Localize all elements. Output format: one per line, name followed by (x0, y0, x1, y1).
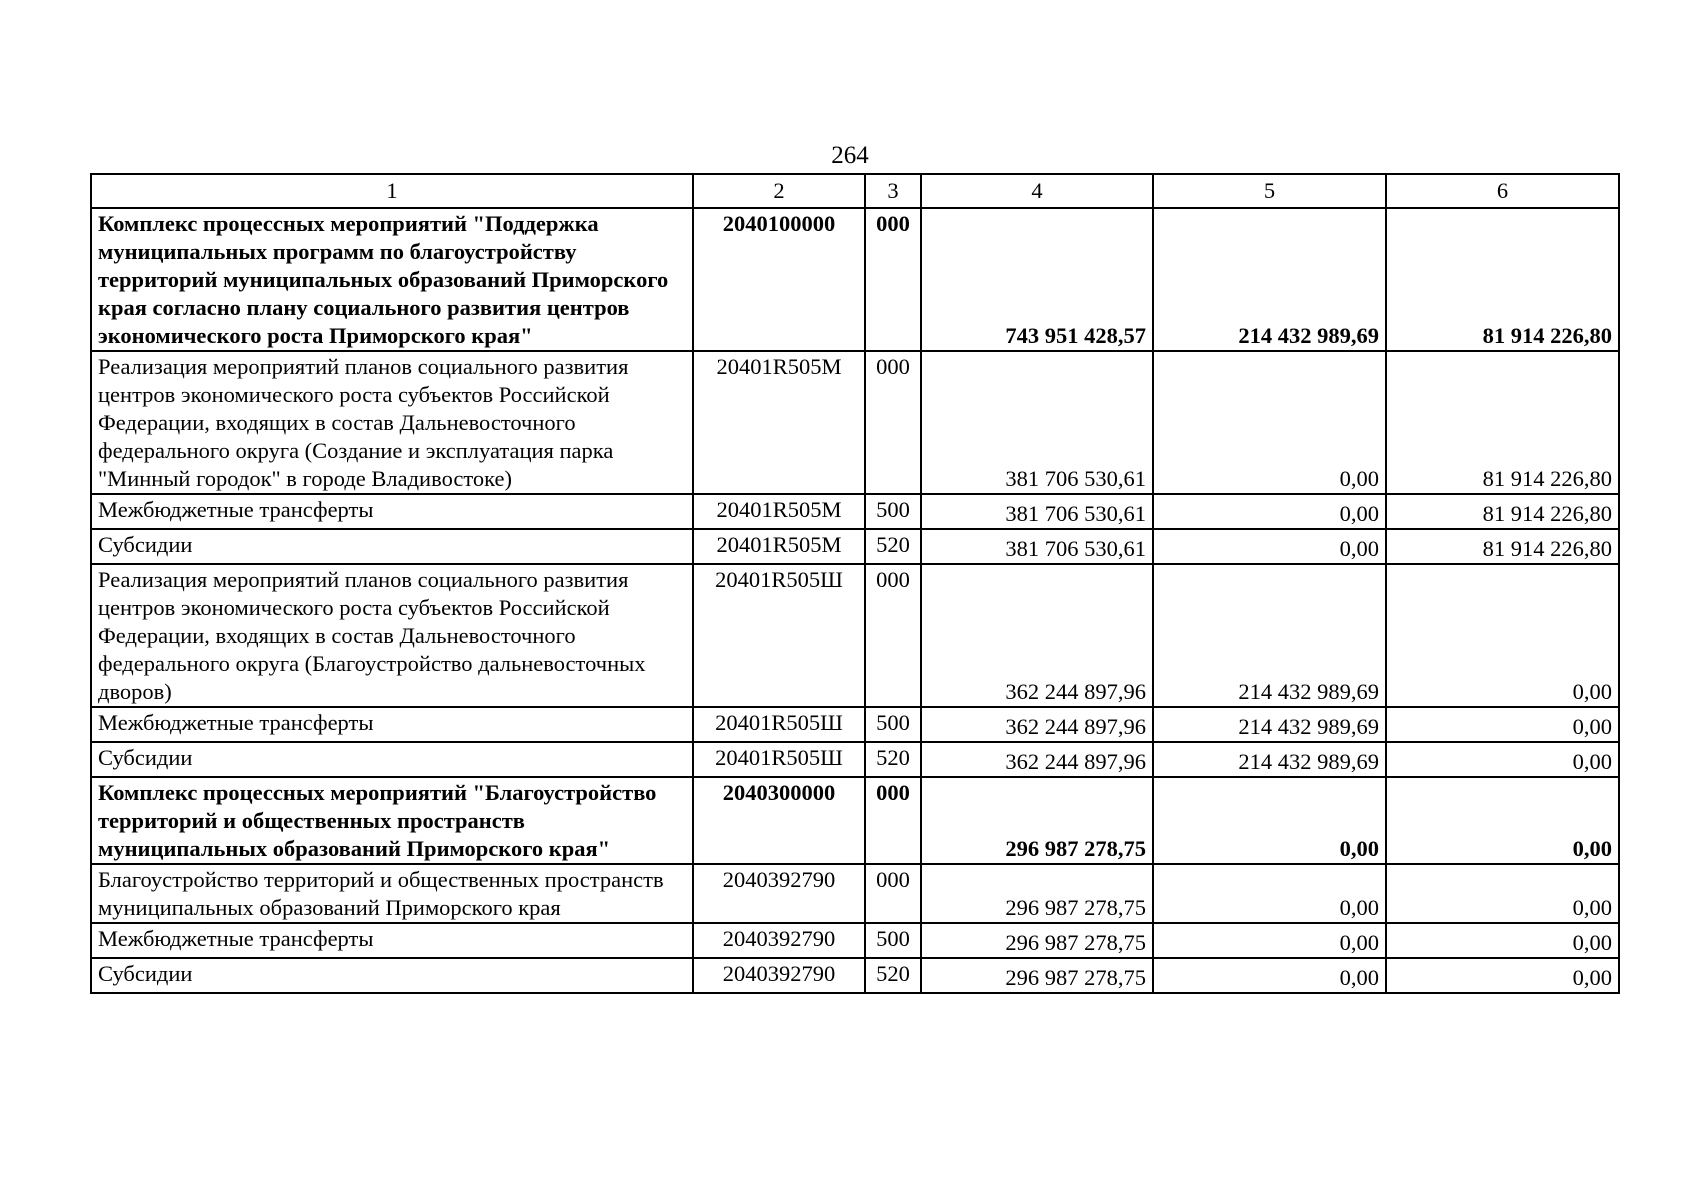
page-number: 264 (831, 142, 869, 169)
row-name: Межбюджетные трансферты (91, 494, 693, 529)
row-value-4: 362 244 897,96 (921, 564, 1153, 707)
budget-table (90, 173, 1620, 994)
row-value-4: 296 987 278,75 (921, 777, 1153, 864)
row-value-5: 214 432 989,69 (1153, 742, 1386, 777)
row-value-6: 0,00 (1386, 777, 1619, 864)
row-type: 000 (865, 564, 921, 707)
table-header-row (91, 174, 1619, 208)
table-row (91, 707, 1619, 742)
table-row (91, 864, 1619, 923)
row-type: 520 (865, 958, 921, 993)
row-value-4: 296 987 278,75 (921, 923, 1153, 958)
row-value-6: 81 914 226,80 (1386, 529, 1619, 564)
table-row (91, 529, 1619, 564)
row-type: 520 (865, 529, 921, 564)
row-value-5: 0,00 (1153, 958, 1386, 993)
row-code: 2040392790 (693, 958, 865, 993)
row-value-5: 0,00 (1153, 494, 1386, 529)
table-row (91, 923, 1619, 958)
column-header: 5 (1153, 174, 1386, 208)
row-value-5: 214 432 989,69 (1153, 564, 1386, 707)
row-value-4: 381 706 530,61 (921, 529, 1153, 564)
row-name: Субсидии (91, 529, 693, 564)
row-value-4: 743 951 428,57 (921, 208, 1153, 351)
row-value-4: 381 706 530,61 (921, 351, 1153, 494)
row-type: 500 (865, 494, 921, 529)
row-value-6: 0,00 (1386, 864, 1619, 923)
column-header: 2 (693, 174, 865, 208)
column-header: 3 (865, 174, 921, 208)
row-value-4: 362 244 897,96 (921, 742, 1153, 777)
table-row (91, 494, 1619, 529)
column-header: 6 (1386, 174, 1619, 208)
table-row (91, 742, 1619, 777)
row-type: 520 (865, 742, 921, 777)
row-value-4: 381 706 530,61 (921, 494, 1153, 529)
row-value-5: 214 432 989,69 (1153, 707, 1386, 742)
row-type: 500 (865, 707, 921, 742)
row-code: 20401R505M (693, 494, 865, 529)
row-value-6: 81 914 226,80 (1386, 208, 1619, 351)
table-row (91, 564, 1619, 707)
row-code: 2040300000 (693, 777, 865, 864)
row-type: 000 (865, 864, 921, 923)
row-value-4: 296 987 278,75 (921, 864, 1153, 923)
row-name: Субсидии (91, 958, 693, 993)
row-code: 2040100000 (693, 208, 865, 351)
row-type: 000 (865, 208, 921, 351)
row-name: Благоустройство территорий и общественных пространств муниципальных образований Приморского края (91, 864, 693, 923)
row-code: 20401R505M (693, 529, 865, 564)
row-name: Межбюджетные трансферты (91, 707, 693, 742)
column-header: 1 (91, 174, 693, 208)
row-type: 500 (865, 923, 921, 958)
row-value-5: 0,00 (1153, 529, 1386, 564)
row-code: 20401R505Ш (693, 564, 865, 707)
row-value-6: 0,00 (1386, 923, 1619, 958)
row-value-5: 0,00 (1153, 923, 1386, 958)
row-name: Межбюджетные трансферты (91, 923, 693, 958)
row-code: 2040392790 (693, 864, 865, 923)
row-value-4: 296 987 278,75 (921, 958, 1153, 993)
row-code: 20401R505Ш (693, 742, 865, 777)
table-row (91, 777, 1619, 864)
row-code: 20401R505M (693, 351, 865, 494)
row-value-5: 0,00 (1153, 351, 1386, 494)
table-row (91, 958, 1619, 993)
column-header: 4 (921, 174, 1153, 208)
row-value-4: 362 244 897,96 (921, 707, 1153, 742)
row-value-6: 0,00 (1386, 958, 1619, 993)
row-name: Реализация мероприятий планов социального развития центров экономического роста субъектов Российской Федерации, входящих в состав Дальневосточного федерального округа (Благоустройство дальневосточных дворов) (91, 564, 693, 707)
row-value-6: 0,00 (1386, 742, 1619, 777)
table-row (91, 351, 1619, 494)
row-value-6: 81 914 226,80 (1386, 351, 1619, 494)
row-value-5: 214 432 989,69 (1153, 208, 1386, 351)
row-value-6: 0,00 (1386, 707, 1619, 742)
row-name: Реализация мероприятий планов социального развития центров экономического роста субъектов Российской Федерации, входящих в состав Дальневосточного федерального округа (Создание и эксплуатация парка "Минный городок" в городе Владивостоке) (91, 351, 693, 494)
row-name: Комплекс процессных мероприятий "Поддержка муниципальных программ по благоустройству территорий муниципальных образований Приморского края согласно плану социального развития центров экономического роста Приморского края" (91, 208, 693, 351)
row-value-5: 0,00 (1153, 777, 1386, 864)
row-value-5: 0,00 (1153, 864, 1386, 923)
table-row (91, 208, 1619, 351)
row-type: 000 (865, 777, 921, 864)
row-name: Комплекс процессных мероприятий "Благоустройство территорий и общественных пространств муниципальных образований Приморского края" (91, 777, 693, 864)
row-code: 20401R505Ш (693, 707, 865, 742)
row-value-6: 0,00 (1386, 564, 1619, 707)
row-value-6: 81 914 226,80 (1386, 494, 1619, 529)
row-type: 000 (865, 351, 921, 494)
row-code: 2040392790 (693, 923, 865, 958)
row-name: Субсидии (91, 742, 693, 777)
